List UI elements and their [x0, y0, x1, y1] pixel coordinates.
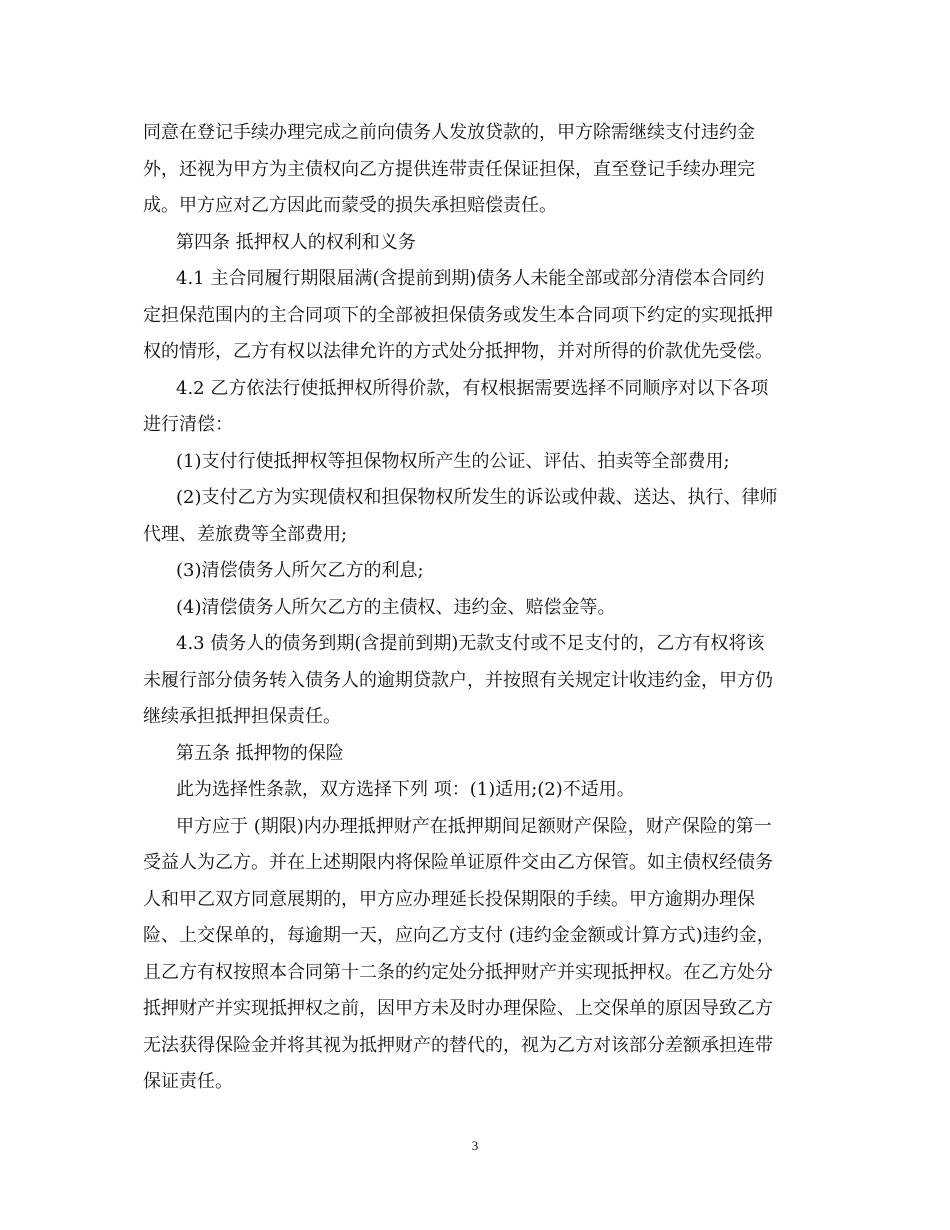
text-line: 抵押财产并实现抵押权之前，因甲方未及时办理保险、上交保单的原因导致乙方 — [143, 998, 773, 1019]
text-line: 险、上交保单的，每逾期一天，应向乙方支付 (违约金金额或计算方式)违约金， — [143, 925, 775, 946]
section-heading: 第四条 抵押权人的权利和义务 — [176, 232, 416, 253]
text-line: 4.1 主合同履行期限届满(含提前到期)债务人未能全部或部分清偿本合同约 — [176, 268, 765, 289]
text-line: 保证责任。 — [143, 1071, 233, 1092]
section-heading: 第五条 抵押物的保险 — [176, 743, 344, 764]
text-line: 外，还视为甲方为主债权向乙方提供连带责任保证担保，直至登记手续办理完 — [143, 159, 755, 180]
text-line: 4.2 乙方依法行使抵押权所得价款，有权根据需要选择不同顺序对以下各项 — [176, 378, 769, 399]
text-line: 受益人为乙方。并在上述期限内将保险单证原件交由乙方保管。如主债权经债务 — [143, 852, 773, 873]
text-line: 未履行部分债务转入债务人的逾期贷款户，并按照有关规定计收违约金，甲方仍 — [143, 670, 773, 691]
list-item: (4)清偿债务人所欠乙方的主债权、违约金、赔偿金等。 — [176, 597, 616, 618]
text-line: 权的情形，乙方有权以法律允许的方式处分抵押物，并对所得的价款优先受偿。 — [143, 341, 773, 362]
text-line: 代理、差旅费等全部费用; — [143, 524, 348, 545]
list-item: (3)清偿债务人所欠乙方的利息; — [176, 560, 424, 581]
text-line: 无法获得保险金并将其视为抵押财产的替代的，视为乙方对该部分差额承担连带 — [143, 1035, 773, 1056]
text-line: 定担保范围内的主合同项下的全部被担保债务或发生本合同项下约定的实现抵押 — [143, 305, 773, 326]
text-line: 且乙方有权按照本合同第十二条的约定处分抵押财产并实现抵押权。在乙方处分 — [143, 962, 773, 983]
text-line: 人和甲乙双方同意展期的，甲方应办理延长投保期限的手续。甲方逾期办理保 — [143, 889, 755, 910]
text-line: 同意在登记手续办理完成之前向债务人发放贷款的，甲方除需继续支付违约金 — [143, 122, 755, 143]
list-item: (2)支付乙方为实现债权和担保物权所发生的诉讼或仲裁、送达、执行、律师 — [176, 487, 778, 508]
text-line: 此为选择性条款，双方选择下列 项：(1)适用;(2)不适用。 — [176, 779, 635, 800]
page-number: 3 — [471, 1138, 479, 1153]
text-line: 4.3 债务人的债务到期(含提前到期)无款支付或不足支付的，乙方有权将该 — [176, 633, 765, 654]
list-item: (1)支付行使抵押权等担保物权所产生的公证、评估、拍卖等全部费用; — [176, 451, 730, 472]
text-line: 甲方应于 (期限)内办理抵押财产在抵押期间足额财产保险，财产保险的第一 — [176, 816, 772, 837]
text-line: 成。甲方应对乙方因此而蒙受的损失承担赔偿责任。 — [143, 195, 557, 216]
text-line: 继续承担抵押担保责任。 — [143, 706, 341, 727]
text-line: 进行清偿： — [143, 414, 233, 435]
